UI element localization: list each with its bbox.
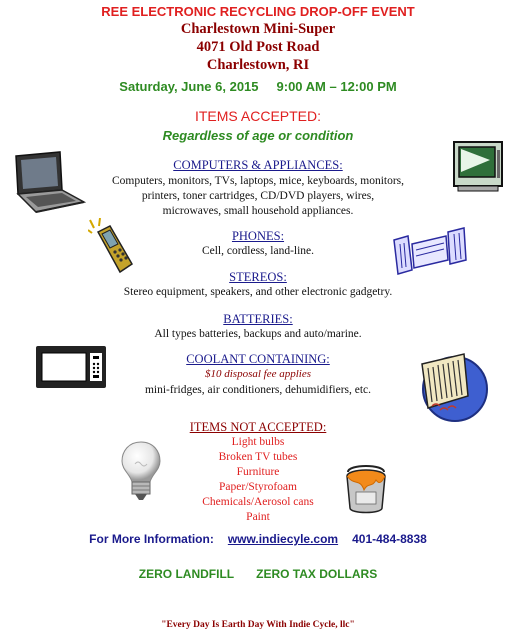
items-accepted-subheading: Regardless of age or condition bbox=[162, 128, 354, 143]
coolant-title: COOLANT CONTAINING: bbox=[186, 352, 330, 366]
slogan-zero-tax-dollars: ZERO TAX DOLLARS bbox=[256, 567, 378, 581]
venue-city: Charlestown, RI bbox=[206, 57, 310, 73]
not-accepted-item: Light bulbs bbox=[231, 436, 285, 448]
coolant-line: mini-fridges, air conditioners, dehumidifiers, etc. bbox=[144, 384, 372, 396]
phones-line: Cell, cordless, land-line. bbox=[201, 245, 315, 257]
tv-monitor-icon bbox=[452, 140, 504, 194]
not-accepted-item: Paint bbox=[246, 511, 270, 523]
batteries-line: All types batteries, backups and auto/marine. bbox=[154, 328, 362, 340]
coolant-fee: $10 disposal fee applies bbox=[204, 368, 312, 380]
not-accepted-item: Furniture bbox=[236, 466, 280, 478]
not-accepted-item: Paper/Styrofoam bbox=[219, 481, 297, 493]
venue-name: Charlestown Mini-Super bbox=[180, 21, 336, 37]
stereo-speakers-icon bbox=[392, 226, 468, 278]
air-conditioner-icon bbox=[418, 352, 488, 422]
info-line bbox=[0, 532, 516, 546]
slogan-zero-landfill: ZERO LANDFILL bbox=[138, 567, 235, 581]
items-not-accepted-heading: ITEMS NOT ACCEPTED: bbox=[189, 420, 327, 434]
event-title: REE ELECTRONIC RECYCLING DROP-OFF EVENT bbox=[101, 4, 415, 19]
microwave-icon bbox=[34, 344, 108, 390]
light-bulb-icon bbox=[120, 440, 162, 504]
stereos-title: STEREOS: bbox=[229, 270, 287, 284]
batteries-title: BATTERIES: bbox=[223, 312, 293, 326]
laptop-icon bbox=[2, 150, 88, 216]
paint-can-icon bbox=[342, 464, 390, 516]
cell-phone-icon bbox=[88, 218, 142, 274]
not-accepted-list bbox=[0, 435, 516, 525]
info-label: For More Information: bbox=[89, 532, 214, 546]
computers-line-1: Computers, monitors, TVs, laptops, mice, keyboards, monitors, bbox=[111, 175, 405, 187]
event-datetime bbox=[0, 79, 516, 94]
items-accepted-heading: ITEMS ACCEPTED: bbox=[194, 108, 322, 124]
computers-title: COMPUTERS & APPLIANCES: bbox=[173, 158, 343, 172]
computers-line-2: printers, toner cartridges, CD/DVD players, wires, bbox=[141, 190, 375, 202]
not-accepted-item: Chemicals/Aerosol cans bbox=[202, 496, 314, 508]
phones-title: PHONES: bbox=[231, 229, 285, 243]
website-link[interactable]: www.indiecyle.com bbox=[227, 532, 339, 546]
footer-tagline: "Every Day Is Earth Day With Indie Cycle, llc" bbox=[161, 620, 355, 630]
stereos-line: Stereo equipment, speakers, and other electronic gadgetry. bbox=[123, 286, 393, 298]
venue-address: 4071 Old Post Road bbox=[196, 39, 320, 55]
event-time: 9:00 AM – 12:00 PM bbox=[276, 79, 397, 94]
event-date: Saturday, June 6, 2015 bbox=[119, 79, 259, 94]
computers-line-3: microwaves, small household appliances. bbox=[162, 205, 354, 217]
phone-number: 401-484-8838 bbox=[352, 532, 427, 546]
not-accepted-item: Broken TV tubes bbox=[218, 451, 298, 463]
slogans bbox=[0, 567, 516, 581]
